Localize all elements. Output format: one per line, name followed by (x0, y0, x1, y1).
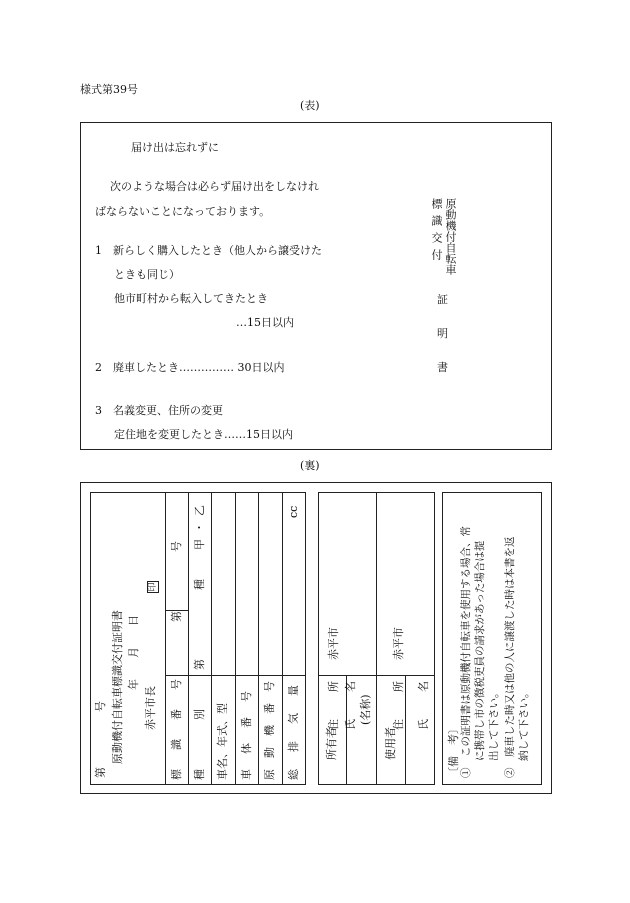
row-label-gendoki: 原 動 機 番 号 (263, 681, 276, 780)
cert-title-a: 原動機付自転車 (444, 198, 457, 275)
remark-1-line-1: ① この証明書は原動機付自転車を使用する場合、常 (460, 526, 472, 778)
row-label-hyoshiki: 標 識 番 号 (170, 675, 183, 780)
owner-address-label: 住 所 (327, 673, 340, 730)
cert-day: 日 (127, 615, 140, 626)
case-1-line-1: 1 新らしく購入したとき（他人から譲受けた (95, 244, 322, 257)
row-label-shamei: 車名、年式、型 (216, 703, 229, 780)
value-dai-2: 第 (193, 659, 206, 670)
case-1-deadline: …15日以内 (236, 316, 294, 329)
cert-year: 年 (127, 679, 140, 690)
cert-dai: 第 (94, 767, 107, 778)
front-label: (表) (300, 99, 320, 112)
case-3-line-2: 定住地を変更したとき……15日以内 (114, 428, 293, 441)
user-name-label: 氏 名 (417, 673, 430, 730)
back-label: (裏) (300, 459, 320, 472)
cert-mayor: 赤平市長 (144, 686, 157, 730)
remark-2-line-2: 納して下さい。 (518, 687, 530, 761)
user-address-label: 住 所 (392, 673, 405, 730)
user-label: 使用者 (384, 727, 397, 760)
intro-line-1: 次のような場合は必らず届け出をしなけれ (110, 180, 319, 193)
value-shu: 種 (193, 579, 206, 590)
cert-title-shou: 証 (437, 293, 448, 306)
cert-month: 月 (127, 647, 140, 658)
front-panel (80, 122, 552, 450)
owner-name-label: 氏 名 (344, 673, 357, 730)
row-label-shubetsu: 種 別 (193, 705, 206, 780)
owner-label: 所有者 (325, 727, 338, 760)
cert-title-mei: 明 (437, 327, 448, 340)
remark-1-line-2: に携帯し市の徴税吏員の請求があった場合は提 (474, 540, 486, 761)
user-address-city: 赤平市 (392, 627, 405, 660)
intro-line-2: ばならないことになっております。 (95, 205, 271, 218)
owner-name-sub: (名称) (359, 694, 372, 725)
remarks-title: 〔備 考〕 (447, 723, 460, 778)
value-gou: 号 (170, 541, 183, 552)
value-cc: cc (287, 505, 300, 518)
value-ko-otsu: 甲・乙 (193, 499, 206, 550)
case-3-line-1: 3 名義変更、住所の変更 (95, 404, 223, 417)
case-1-line-2: ときも同じ） (114, 268, 180, 281)
cert-gou: 号 (94, 701, 107, 712)
form-number: 様式第39号 (80, 83, 138, 96)
cert-title-sho: 書 (437, 361, 448, 374)
reminder-title: 届け出は忘れずに (131, 141, 219, 154)
case-2: 2 廃車したとき…………… 30日以内 (95, 361, 285, 374)
row-label-shatai: 車 体 番 号 (240, 689, 253, 780)
remark-1-line-3: 出して下さい。 (488, 687, 500, 761)
remark-2-line-1: ② 廃車した時又は他の人に譲渡した時は本書を返 (504, 536, 516, 778)
value-dai: 第 (170, 611, 183, 622)
cert-seal: 印 (148, 582, 158, 592)
owner-address-city: 赤平市 (327, 627, 340, 660)
case-1-line-3: 他市町村から転入してきたとき (114, 292, 268, 305)
row-label-haiki: 総 排 気 量 (287, 682, 300, 780)
cert-title-b: 標識交付 (430, 198, 443, 266)
cert-title: 原動機付自転車標識交付証明書 (111, 610, 124, 764)
